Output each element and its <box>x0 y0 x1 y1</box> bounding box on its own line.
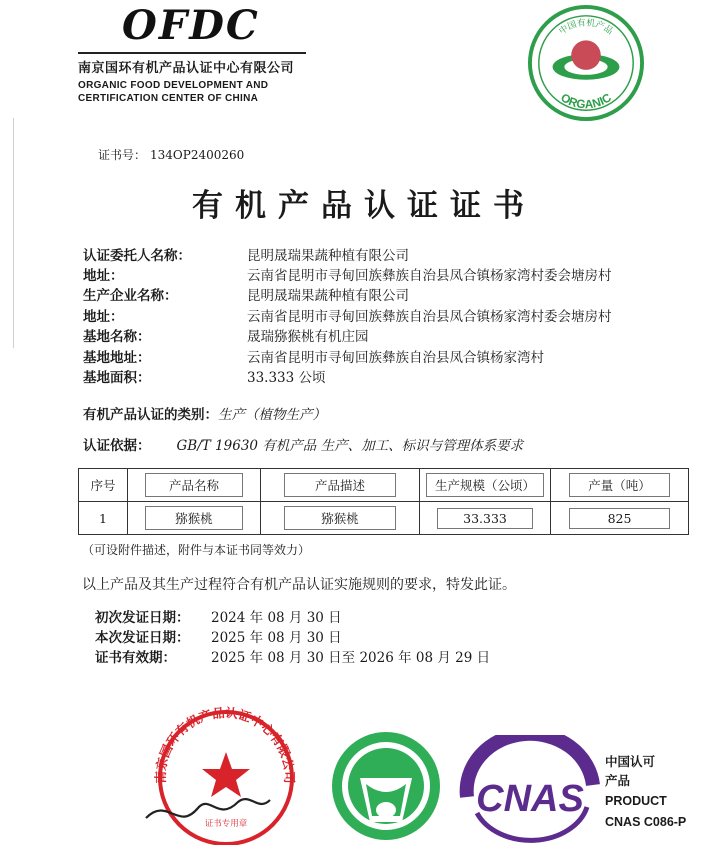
accreditation-line1: 中国认可 <box>605 755 656 769</box>
date-validity: 证书有效期： 2025 年 08 月 30 日至 2026 年 08 月 29 日 <box>95 650 491 666</box>
center-name-en-line1: ORGANIC FOOD DEVELOPMENT AND <box>78 80 269 91</box>
svg-text:CNAS: CNAS <box>476 778 584 820</box>
col-header-no: 序号 <box>90 478 116 493</box>
china-organic-logo-icon <box>527 4 645 122</box>
accreditation-line2: 产品 <box>605 774 631 788</box>
svg-text:证书专用章: 证书专用章 <box>204 819 248 829</box>
header-divider <box>78 52 306 54</box>
cell-product-desc: 猕猴桃 <box>284 506 397 530</box>
cell-no: 1 <box>79 502 128 535</box>
center-name-en-line2: CERTIFICATION CENTER OF CHINA <box>78 93 259 104</box>
accreditation-code: CNAS C086-P <box>605 815 687 829</box>
svg-text:南京国环有机产品认证中心有限公司: 南京国环有机产品认证中心有限公司 <box>152 705 298 784</box>
accreditation-line3: PRODUCT <box>605 794 667 808</box>
organic-emblem-icon <box>330 730 442 842</box>
table-header-row <box>79 469 689 502</box>
cnas-logo-icon <box>455 735 605 845</box>
compliance-statement: 以上产品及其生产过程符合有机产品认证实施规则的要求，特发此证。 <box>82 577 516 593</box>
table-row <box>79 502 689 535</box>
col-header-product-name: 产品名称 <box>145 473 242 497</box>
cell-product-name: 猕猴桃 <box>145 506 242 530</box>
certification-category: 有机产品认证的类别：生产（植物生产） <box>83 407 326 423</box>
certificate-number: 证书号： 134OP2400260 <box>98 148 245 162</box>
scan-edge-line <box>13 118 14 348</box>
cell-yield: 825 <box>569 508 669 529</box>
svg-text:ORGANIC: ORGANIC <box>558 90 614 112</box>
col-header-yield: 产量（吨） <box>569 473 669 497</box>
svg-text:中国有机产品: 中国有机产品 <box>557 18 615 37</box>
date-current-issue: 本次发证日期： 2025 年 08 月 30 日 <box>95 630 342 646</box>
cell-scale: 33.333 <box>437 508 533 529</box>
center-name-cn: 南京国环有机产品认证中心有限公司 <box>78 61 295 76</box>
col-header-scale: 生产规模（公顷） <box>426 473 544 497</box>
col-header-product-desc: 产品描述 <box>284 473 397 497</box>
certificate-title: 有机产品认证证书 <box>192 188 536 224</box>
ofdc-logo: OFDC <box>122 2 260 49</box>
official-seal-icon <box>138 700 306 845</box>
date-first-issue: 初次发证日期： 2024 年 08 月 30 日 <box>95 610 342 626</box>
attachment-note: （可设附件描述，附件与本证书同等效力） <box>82 543 311 557</box>
product-table <box>78 468 689 535</box>
certification-basis: 认证依据： GB/T 19630 有机产品 生产、加工、标识与管理体系要求 <box>83 438 524 454</box>
